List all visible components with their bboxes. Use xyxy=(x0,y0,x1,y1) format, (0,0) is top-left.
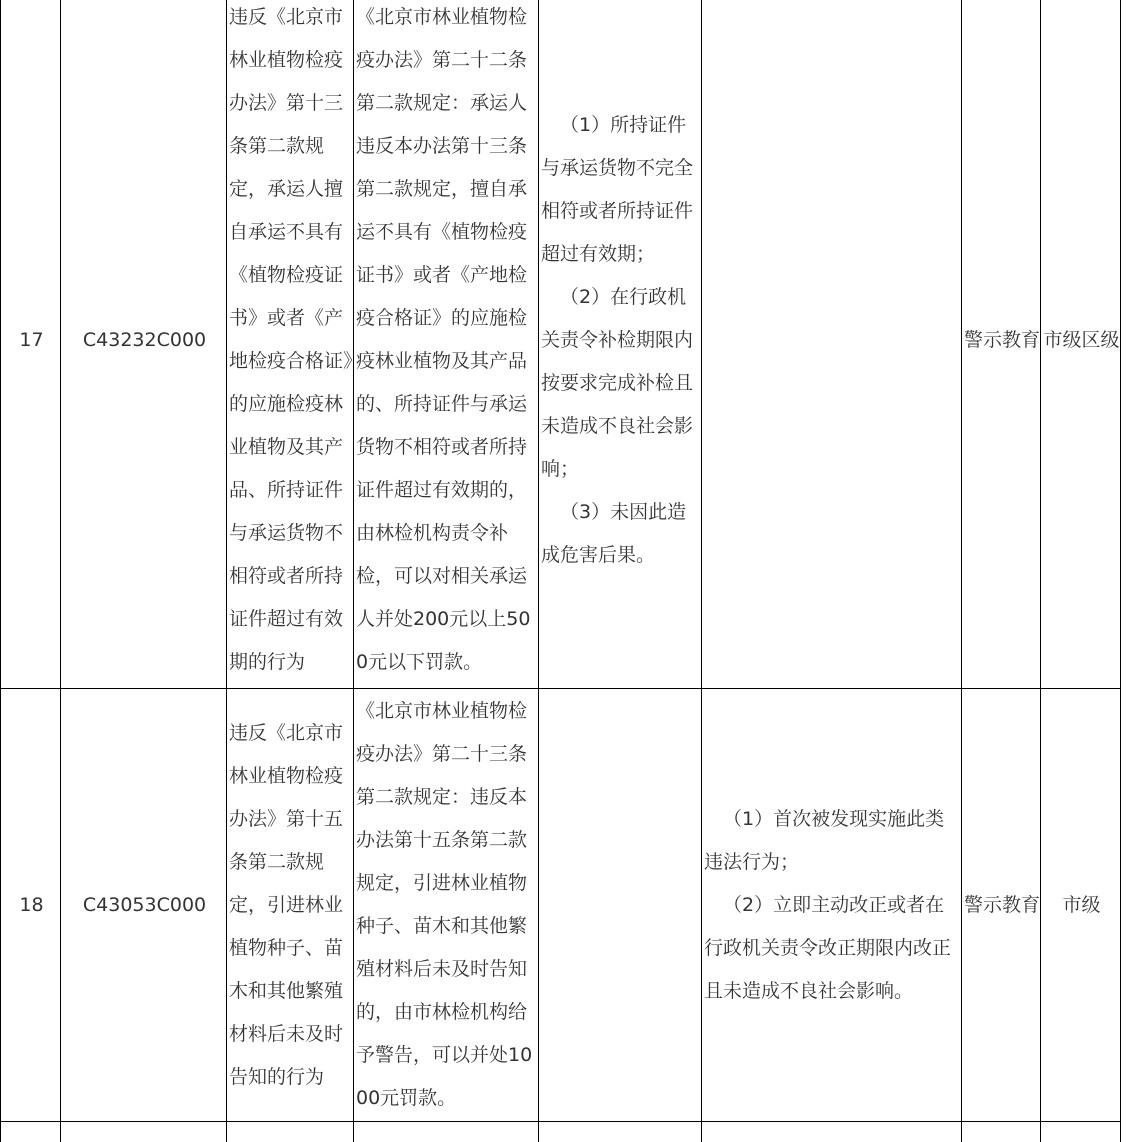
condition-item: （2）立即主动改正或者在行政机关责令改正期限内改正且未造成不良社会影响。 xyxy=(704,884,961,1013)
row-index: 18 xyxy=(1,689,61,1122)
condition-item: （1）首次被发现实施此类违法行为； xyxy=(704,798,961,884)
row-index: 17 xyxy=(1,0,61,689)
jurisdiction-level: 市级区级 xyxy=(1041,0,1121,689)
measure: 警示教育 xyxy=(962,689,1041,1122)
case-code: C43232C000 xyxy=(61,0,227,689)
legal-basis: 《北京市林业植物检疫办法》第二十三条第二款规定：违反本办法第十五条第二款规定，引进林业植物种子、苗木和其他繁殖材料后未及时告知的，由市林检机构给予警告，可以并处1000元罚款。 xyxy=(354,689,539,1122)
mitigating-conditions xyxy=(539,0,702,689)
table-cell xyxy=(1041,1122,1121,1142)
table-row xyxy=(1,689,1121,1122)
conditions-empty xyxy=(539,689,702,1122)
table-cell xyxy=(1,1122,61,1142)
violation-description: 违反《北京市林业植物检疫办法》第十三条第二款规定，承运人擅自承运不具有《植物检疫证书》或者《产地检疫合格证》的应施检疫林业植物及其产品、所持证件与承运货物不相符或者所持证件超过有效期的行为 xyxy=(227,0,354,689)
table-cell xyxy=(962,1122,1041,1142)
conditions-empty xyxy=(702,0,962,689)
table-cell xyxy=(702,1122,962,1142)
mitigating-conditions xyxy=(702,689,962,1122)
table-row xyxy=(1,0,1121,689)
table-cell xyxy=(539,1122,702,1142)
table-cell xyxy=(354,1122,539,1142)
legal-basis: 《北京市林业植物检疫办法》第二十二条第二款规定：承运人违反本办法第十三条第二款规定，擅自承运不具有《植物检疫证书》或者《产地检疫合格证》的应施检疫林业植物及其产品的、所持证件与承运货物不相符或者所持证件超过有效期的，由林检机构责令补检，可以对相关承运人并处200元以上500元以下罚款。 xyxy=(354,0,539,689)
table-cell xyxy=(61,1122,227,1142)
condition-item: （3）未因此造成危害后果。 xyxy=(541,491,701,577)
case-code: C43053C000 xyxy=(61,689,227,1122)
table-row-partial xyxy=(1,1122,1121,1142)
condition-item: （2）在行政机关责令补检期限内按要求完成补检且未造成不良社会影响； xyxy=(541,276,701,491)
jurisdiction-level: 市级 xyxy=(1041,689,1121,1122)
violation-description: 违反《北京市林业植物检疫办法》第十五条第二款规定，引进林业植物种子、苗木和其他繁殖材料后未及时告知的行为 xyxy=(227,689,354,1122)
table-cell xyxy=(227,1122,354,1142)
measure: 警示教育 xyxy=(962,0,1041,689)
condition-item: （1）所持证件与承运货物不完全相符或者所持证件超过有效期； xyxy=(541,104,701,276)
